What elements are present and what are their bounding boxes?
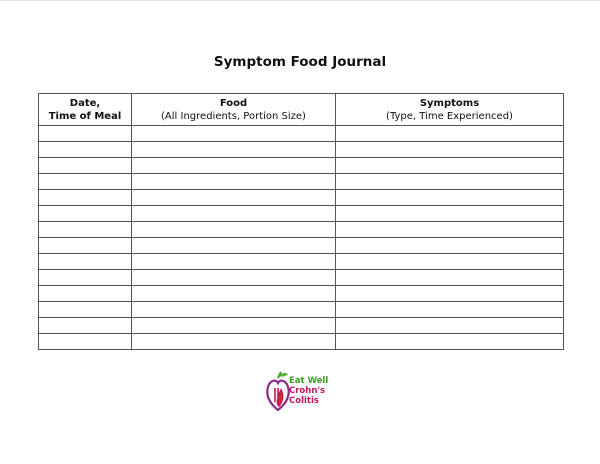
food-cell[interactable] — [132, 286, 336, 302]
table-row — [39, 174, 564, 190]
symptoms-cell[interactable] — [336, 174, 564, 190]
symptoms-cell[interactable] — [336, 206, 564, 222]
logo-text-line3: Colitis — [289, 396, 319, 406]
symptoms-cell[interactable] — [336, 334, 564, 350]
food-cell[interactable] — [132, 318, 336, 334]
header-symptoms-title: Symptoms — [419, 97, 480, 109]
header-date — [39, 94, 132, 126]
table-row — [39, 270, 564, 286]
food-cell[interactable] — [132, 174, 336, 190]
header-symptoms — [336, 94, 564, 126]
food-cell[interactable] — [132, 126, 336, 142]
symptoms-cell[interactable] — [336, 286, 564, 302]
table-row — [39, 254, 564, 270]
date-cell[interactable] — [39, 286, 132, 302]
table-row — [39, 142, 564, 158]
food-cell[interactable] — [132, 142, 336, 158]
logo-text-line2: Crohn's — [289, 386, 326, 396]
table-body — [39, 126, 564, 350]
table-row — [39, 190, 564, 206]
symptoms-cell[interactable] — [336, 222, 564, 238]
header-date-subtitle: Time of Meal — [48, 110, 122, 122]
header-symptoms-subtitle: (Type, Time Experienced) — [386, 110, 513, 122]
food-cell[interactable] — [132, 238, 336, 254]
date-cell[interactable] — [39, 158, 132, 174]
page-top-border — [0, 0, 600, 1]
symptoms-cell[interactable] — [336, 270, 564, 286]
logo-text-line1: Eat Well — [289, 376, 329, 386]
date-cell[interactable] — [39, 334, 132, 350]
apple-heart-icon — [266, 370, 290, 414]
table-row — [39, 126, 564, 142]
symptoms-cell[interactable] — [336, 254, 564, 270]
date-cell[interactable] — [39, 302, 132, 318]
food-cell[interactable] — [132, 222, 336, 238]
food-cell[interactable] — [132, 158, 336, 174]
date-cell[interactable] — [39, 318, 132, 334]
page-title: Symptom Food Journal — [213, 54, 387, 70]
eat-well-crohns-colitis-logo — [266, 370, 356, 414]
symptoms-cell[interactable] — [336, 302, 564, 318]
header-date-title: Date, — [69, 97, 101, 109]
header-food-title: Food — [219, 97, 248, 109]
date-cell[interactable] — [39, 142, 132, 158]
food-cell[interactable] — [132, 206, 336, 222]
table-row — [39, 318, 564, 334]
food-cell[interactable] — [132, 334, 336, 350]
date-cell[interactable] — [39, 206, 132, 222]
table-row — [39, 158, 564, 174]
symptoms-cell[interactable] — [336, 238, 564, 254]
table-row — [39, 302, 564, 318]
journal-table — [38, 93, 564, 350]
food-cell[interactable] — [132, 190, 336, 206]
food-cell[interactable] — [132, 254, 336, 270]
food-cell[interactable] — [132, 270, 336, 286]
symptoms-cell[interactable] — [336, 318, 564, 334]
symptoms-cell[interactable] — [336, 142, 564, 158]
table-header-row — [39, 94, 564, 126]
food-cell[interactable] — [132, 302, 336, 318]
header-food — [132, 94, 336, 126]
date-cell[interactable] — [39, 270, 132, 286]
table-row — [39, 222, 564, 238]
date-cell[interactable] — [39, 174, 132, 190]
table-row — [39, 238, 564, 254]
date-cell[interactable] — [39, 254, 132, 270]
table-row — [39, 286, 564, 302]
table-row — [39, 334, 564, 350]
symptoms-cell[interactable] — [336, 158, 564, 174]
symptoms-cell[interactable] — [336, 126, 564, 142]
date-cell[interactable] — [39, 222, 132, 238]
date-cell[interactable] — [39, 126, 132, 142]
date-cell[interactable] — [39, 238, 132, 254]
date-cell[interactable] — [39, 190, 132, 206]
header-food-subtitle: (All Ingredients, Portion Size) — [161, 110, 306, 122]
symptoms-cell[interactable] — [336, 190, 564, 206]
table-row — [39, 206, 564, 222]
